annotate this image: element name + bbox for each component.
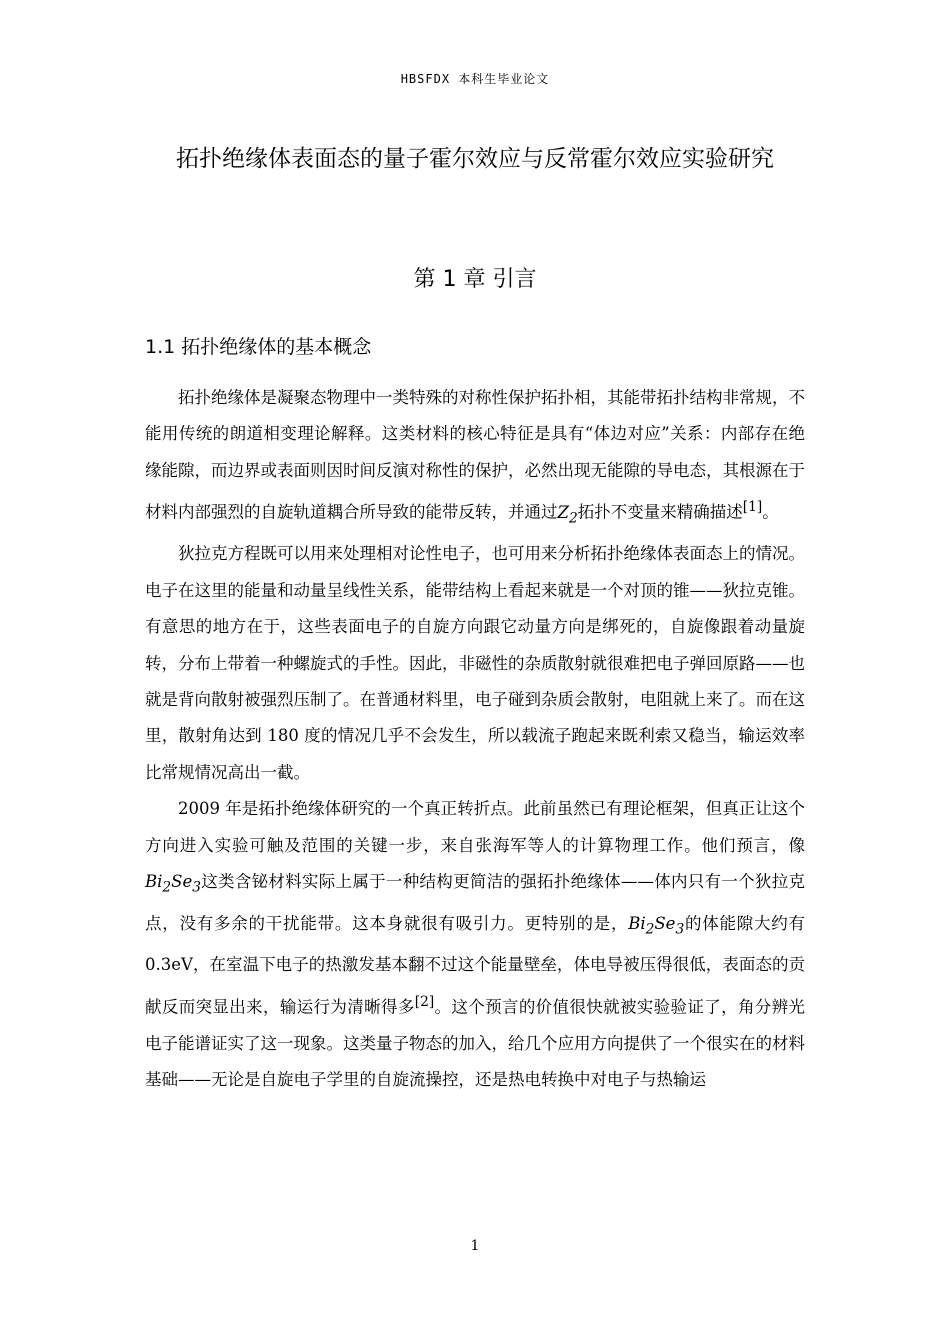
formula-subscript: 2 [162, 879, 172, 896]
formula-subscript: 3 [675, 921, 685, 938]
formula-element: Se [654, 913, 676, 933]
section-heading: 1.1 拓扑绝缘体的基本概念 [145, 336, 372, 358]
thesis-title: 拓扑绝缘体表面态的量子霍尔效应与反常霍尔效应实验研究 [176, 146, 774, 172]
citation-ref[interactable]: [1] [742, 499, 763, 516]
chapter-heading: 第 1 章 引言 [413, 267, 537, 292]
paragraph-text: 。 [762, 502, 779, 522]
formula-subscript: 3 [192, 879, 201, 896]
formula-element: Bi [145, 872, 163, 892]
body-text [145, 380, 805, 1099]
formula-base: Z [557, 502, 569, 522]
formula-subscript: 2 [645, 921, 655, 938]
formula-element: Se [171, 872, 193, 892]
citation-ref[interactable]: [2] [414, 993, 435, 1010]
paragraph-text: 这类含铋材料实际上属于一种结构更简洁的强拓扑绝缘体——体内只有一个狄拉克点，没有多余的干扰能带。这本身就很有吸引力。更特别的是， [145, 872, 805, 933]
bi2se3-formula [628, 913, 685, 938]
paragraph-text: 的体能隙大约有 0.3eV，在室温下电子的热激发基本翻不过这个能量壁垒，体电导被压得很低，表面态的贡献反而突显出来，输运行为清晰得多 [145, 913, 806, 1017]
paragraph-text: 拓扑绝缘体是凝聚态物理中一类特殊的对称性保护拓扑相，其能带拓扑结构非常规，不能用传统的朗道相变理论解释。这类材料的核心特征是具有“体边对应”关系：内部存在绝缘能隙，而边界或表面则因时间反演对称性的保护，必然出现无能隙的导电态，其根源在于材料内部强烈的自旋轨道耦合所导致的能带反转，并通过 [145, 388, 805, 522]
paragraph-3 [145, 791, 805, 1098]
paragraph-text: 。这个预言的价值很快就被实验验证了，角分辨光电子能谱证实了这一现象。这类量子物态的加入，给几个应用方向提供了一个很实在的材料基础——无论是自旋电子学里的自旋流操控，还是热电转换中对电子与热输运 [145, 997, 806, 1090]
paragraph-text: 拓扑不变量来精确描述 [577, 502, 743, 522]
paragraph-1 [145, 380, 805, 536]
page-number: 1 [470, 1238, 480, 1254]
paragraph-2: 狄拉克方程既可以用来处理相对论性电子，也可用来分析拓扑绝缘体表面态上的情况。电子在这里的能量和动量呈线性关系，能带结构上看起来就是一个对顶的锥——狄拉克锥。有意思的地方在于，这些表面电子的自旋方向跟它动量方向是绑死的，自旋像跟着动量旋转，分布上带着一种螺旋式的手性。因此，非磁性的杂质散射就很难把电子弹回原路——也就是背向散射被强烈压制了。在普通材料里，电子碰到杂质会散射，电阻就上来了。而在这里，散射角达到 180 度的情况几乎不会发生，所以载流子跑起来既利索又稳当，输运效率比常规情况高出一截。 [145, 544, 805, 782]
formula-element: Bi [628, 913, 646, 933]
z2-formula [557, 502, 578, 527]
paragraph-text: 2009 年是拓扑绝缘体研究的一个真正转折点。此前虽然已有理论框架，但真正让这个方向进入实验可触及范围的关键一步，来自张海军等人的计算物理工作。他们预言，像 [145, 799, 805, 855]
running-header: HBSFDX 本科生毕业论文 [400, 72, 550, 86]
bi2se3-formula [145, 872, 201, 896]
formula-subscript: 2 [568, 510, 578, 527]
